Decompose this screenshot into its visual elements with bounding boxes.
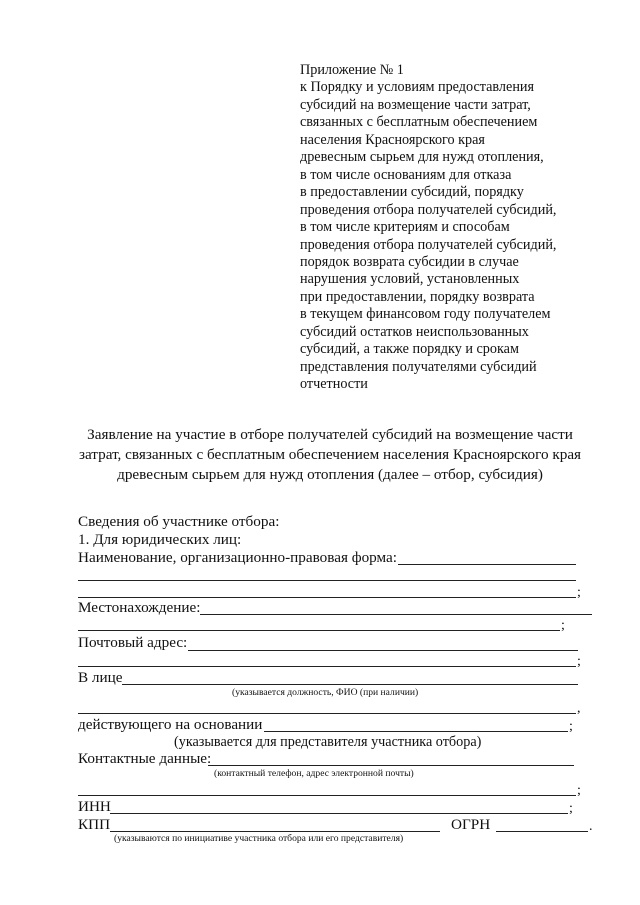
title-line: Заявление на участие в отборе получателей субсидий на возмещение части xyxy=(87,426,573,443)
name-field[interactable] xyxy=(398,564,576,565)
appendix-line: к Порядку и условиям предоставления xyxy=(300,79,535,96)
name-field-line-2[interactable] xyxy=(78,580,576,581)
contacts-hint: (контактный телефон, адрес электронной почты) xyxy=(214,768,414,779)
appendix-line: в том числе критериям и способам xyxy=(300,219,510,236)
person-label: В лице xyxy=(78,669,123,686)
legal-entity-heading: 1. Для юридических лиц: xyxy=(78,531,242,548)
name-field-line-3[interactable] xyxy=(78,597,576,598)
appendix-line: в текущем финансовом году получателем xyxy=(300,306,551,323)
location-label: Местонахождение: xyxy=(78,599,201,616)
appendix-line: Приложение № 1 xyxy=(300,62,404,78)
kpp-label: КПП xyxy=(78,816,111,833)
basis-hint: (указывается для представителя участника отбора) xyxy=(174,734,482,750)
contacts-label: Контактные данные: xyxy=(78,750,212,767)
appendix-line: проведения отбора получателей субсидий, xyxy=(300,236,557,253)
contacts-field[interactable] xyxy=(208,765,574,766)
application-title xyxy=(60,425,600,485)
appendix-line: субсидий, а также порядку и срокам xyxy=(300,341,519,358)
name-label: Наименование, организационно-правовая форма: xyxy=(78,549,398,566)
semicolon: ; xyxy=(577,585,581,600)
person-field[interactable] xyxy=(122,684,578,685)
appendix-line: представления получателями субсидий xyxy=(300,358,537,375)
appendix-line: населения Красноярского края xyxy=(300,131,485,148)
contacts-field-line-2[interactable] xyxy=(78,795,576,796)
appendix-line: субсидий на возмещение части затрат, xyxy=(300,96,531,113)
semicolon: ; xyxy=(569,801,573,816)
location-field[interactable] xyxy=(200,614,592,615)
basis-label: действующего на основании xyxy=(78,716,263,733)
ogrn-label: ОГРН xyxy=(451,816,491,833)
postal-address-label: Почтовый адрес: xyxy=(78,634,188,651)
inn-label: ИНН xyxy=(78,798,111,815)
appendix-line: древесным сырьем для нужд отопления, xyxy=(300,149,544,166)
semicolon: ; xyxy=(577,654,581,669)
appendix-line: порядок возврата субсидии в случае xyxy=(300,253,519,270)
appendix-line: связанных с бесплатным обеспечением xyxy=(300,114,538,131)
appendix-line: субсидий остатков неиспользованных xyxy=(300,323,529,340)
appendix-line: при предоставлении, порядку возврата xyxy=(300,288,535,305)
inn-field[interactable] xyxy=(110,813,568,814)
appendix-line: проведения отбора получателей субсидий, xyxy=(300,201,557,218)
ogrn-field[interactable] xyxy=(496,831,588,832)
location-field-line-2[interactable] xyxy=(78,630,560,631)
comma: , xyxy=(577,701,581,716)
title-line: древесным сырьем для нужд отопления (далее – отбор, субсидия) xyxy=(117,466,543,483)
appendix-line: в предоставлении субсидий, порядку xyxy=(300,184,524,201)
person-hint: (указывается должность, ФИО (при наличии) xyxy=(232,687,419,698)
kpp-field[interactable] xyxy=(110,831,440,832)
appendix-line: отчетности xyxy=(300,376,368,393)
period: . xyxy=(589,819,593,834)
appendix-line: нарушения условий, установленных xyxy=(300,271,520,288)
postal-address-field[interactable] xyxy=(188,650,578,651)
semicolon: ; xyxy=(577,783,581,798)
postal-address-field-line-2[interactable] xyxy=(78,666,576,667)
footnote: (указываются по инициативе участника отбора или его представителя) xyxy=(114,833,404,844)
title-line: затрат, связанных с бесплатным обеспечением населения Красноярского края xyxy=(78,446,582,463)
basis-field[interactable] xyxy=(264,731,568,732)
appendix-header xyxy=(300,62,620,394)
person-field-line-2[interactable] xyxy=(78,713,576,714)
semicolon: ; xyxy=(569,719,573,734)
section-heading: Сведения об участнике отбора: xyxy=(78,513,280,530)
semicolon: ; xyxy=(561,618,565,633)
appendix-line: в том числе основаниям для отказа xyxy=(300,166,512,183)
